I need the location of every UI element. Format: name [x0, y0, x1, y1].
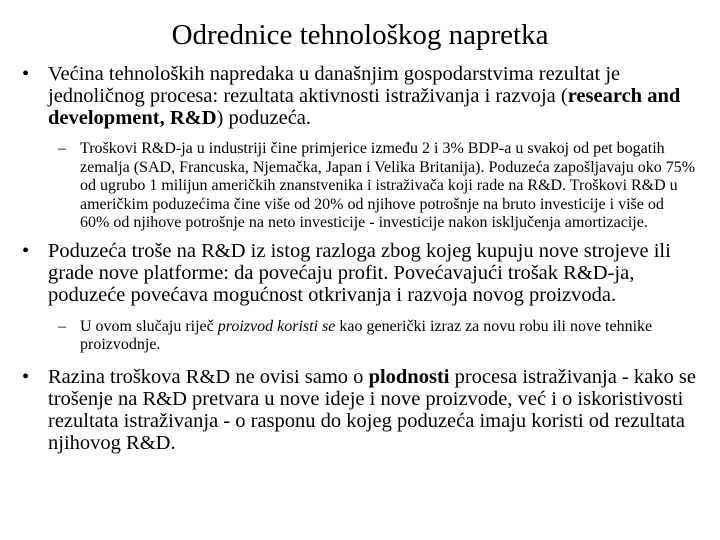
- subbullet-italic-term: proizvod koristi se: [217, 317, 336, 335]
- bullet-text: ) poduzeća.: [216, 107, 312, 129]
- bullet-rd-fertility: [22, 366, 702, 454]
- dash-icon: –: [58, 317, 66, 335]
- bullet-bold-term: plodnosti: [368, 365, 450, 388]
- subbullet-product-term: [22, 318, 702, 355]
- dash-icon: –: [58, 140, 66, 157]
- bullet-rd-process: [22, 63, 702, 129]
- bullet-text: Poduzeća troše na R&D iz istog razloga zbog kojeg kupuju nove strojeve ili grade nove platforme: da povećaju profit. Povećavajući trošak R&D-ja, poduzeće povećava mogućnost otkrivanja i razvoja novog proizvoda.: [48, 239, 671, 306]
- subbullet-text: kao generički izraz za novu robu ili nove tehnike proizvodnje.: [80, 317, 653, 353]
- bullet-dot-icon: •: [22, 365, 30, 388]
- bullet-dot-icon: •: [22, 239, 30, 262]
- subbullet-text: Troškovi R&D-ja u industriji čine primjerice između 2 i 3% BDP-a u svakoj od pet bogatih zemalja (SAD, Francuska, Njemačka, Japan i Velika Britanija). Poduzeća zapošljavaju oko 75% od ugrubo 1 milijun američkih znanstvenika i istraživača koji rade na R&D. Troškovi R&D u američkim poduzećima čine više od 20% od njihove potrošnje na bruto investicije i više od 60% od njihove potrošnje na neto investicije - investicije nakon isključenja amortizacije.: [80, 140, 696, 231]
- bullet-bold-term: research and development, R&D: [48, 85, 681, 129]
- bullet-text: Razina troškova R&D ne ovisi samo o: [48, 365, 369, 388]
- bullet-text: procesa istraživanja - kako se trošenje na R&D pretvara u nove ideje i nove proizvode, već i o iskoristivosti rezultata istraživanja - o rasponu do kojeg poduzeća imaju koristi od rezultata njihovog R&D.: [48, 365, 696, 454]
- bullet-dot-icon: •: [22, 63, 30, 85]
- bullet-rd-profit: [22, 240, 702, 306]
- subbullet-rd-costs: [22, 140, 702, 233]
- bullet-text: Većina tehnoloških napredaka u današnjim gospodarstvima rezultat je jednoličnog procesa: rezultata aktivnosti istraživanja i razvoja (: [48, 63, 621, 107]
- slide-title: Odrednice tehnološkog napretka: [171, 19, 549, 51]
- subbullet-text: U ovom slučaju riječ: [80, 317, 218, 335]
- slide-content: [22, 63, 702, 454]
